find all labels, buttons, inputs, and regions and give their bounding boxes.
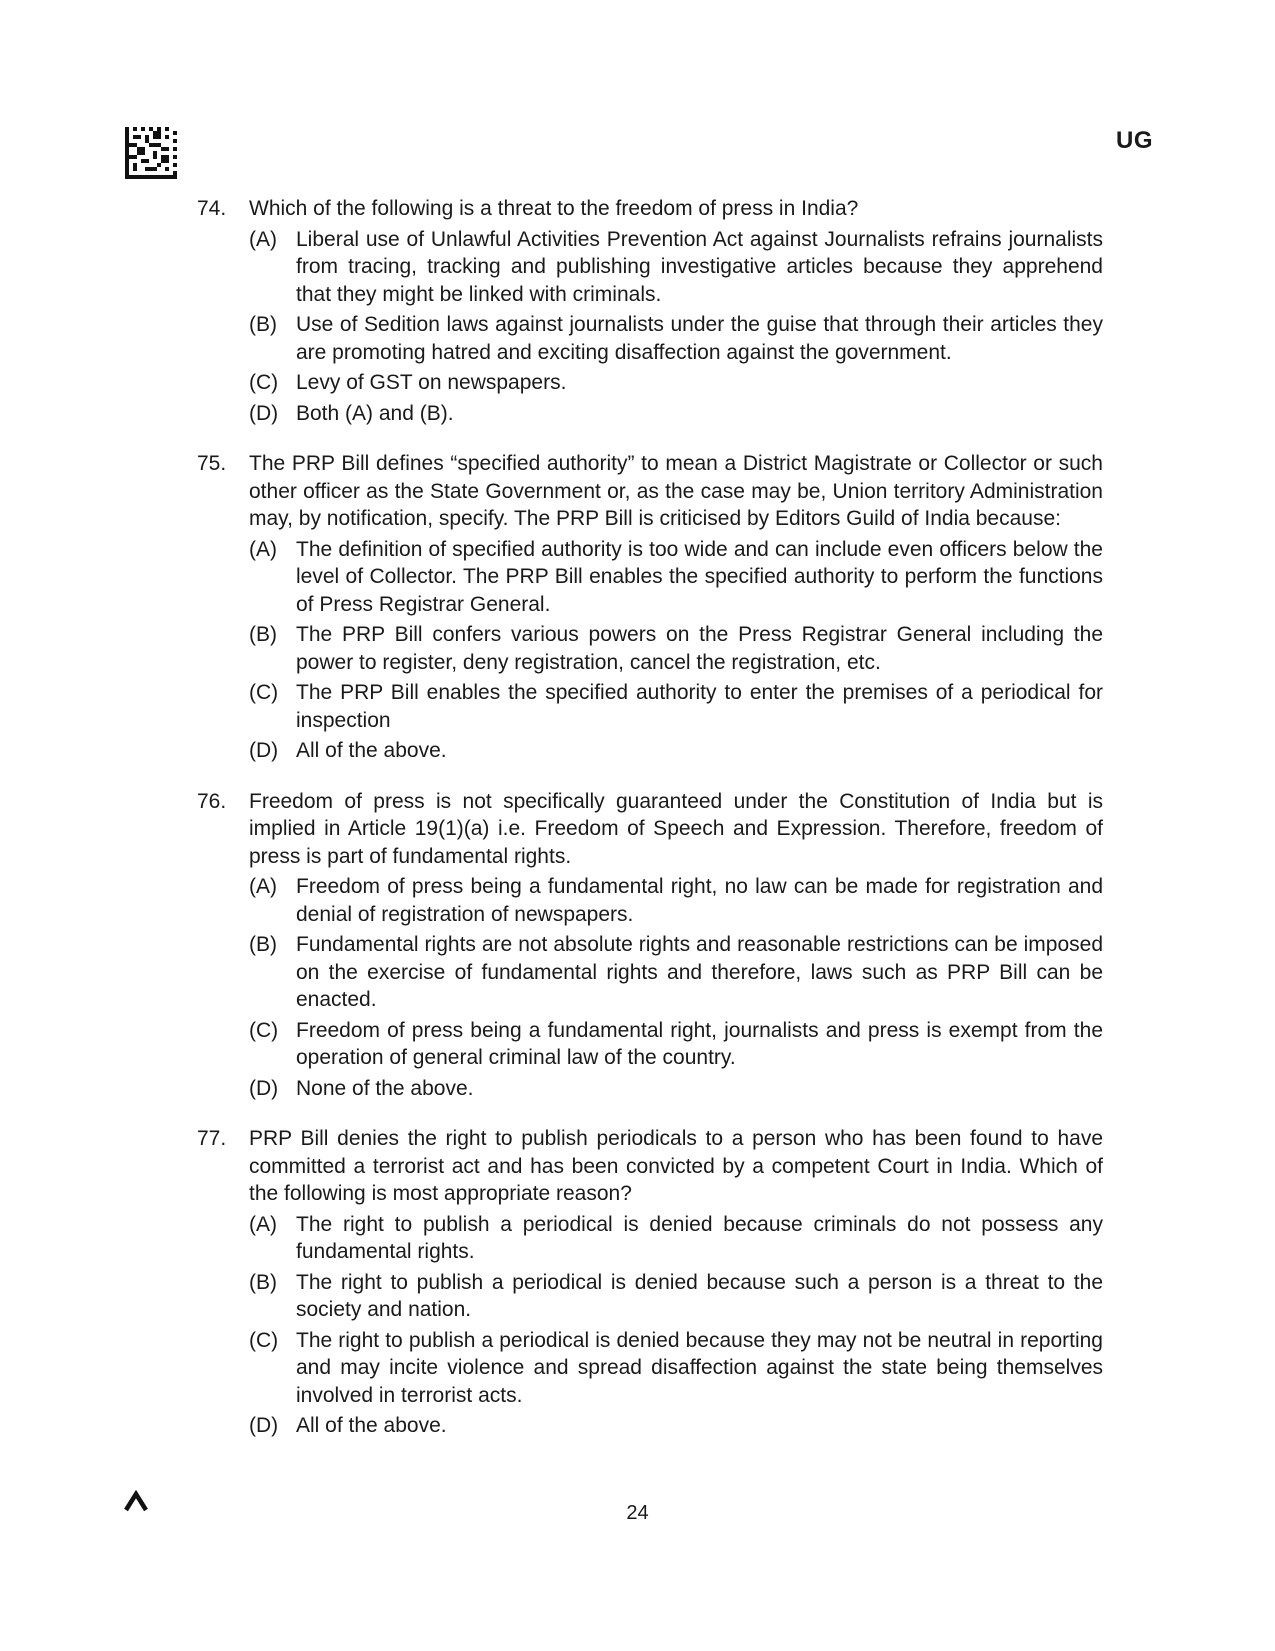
option-d: [249, 1412, 1103, 1440]
options-list: [249, 536, 1103, 765]
question-number: 74.: [197, 197, 227, 220]
option-text: Freedom of press being a fundamental right, journalists and press is exempt from the operation of general criminal law of the country.: [296, 1018, 1103, 1069]
option-text: The PRP Bill enables the specified authority to enter the premises of a periodical for inspection: [296, 681, 1103, 732]
option-c: [249, 1017, 1103, 1072]
option-text: Both (A) and (B).: [296, 401, 454, 425]
page-number: 24: [626, 1502, 649, 1524]
option-a: [249, 536, 1103, 619]
option-label: (B): [249, 313, 277, 336]
option-text: Use of Sedition laws against journalists under the guise that through their articles they are promoting hatred and exciting disaffection against the government.: [296, 313, 1103, 364]
question-text: Which of the following is a threat to the freedom of press in India?: [249, 197, 859, 220]
question-76: [197, 788, 1103, 1103]
option-text: The right to publish a periodical is denied because such a person is a threat to the society and nation.: [296, 1270, 1103, 1321]
option-text: The right to publish a periodical is denied because criminals do not possess any fundamental rights.: [296, 1212, 1103, 1263]
question-number: 75.: [197, 452, 227, 475]
option-a: [249, 873, 1103, 928]
option-d: [249, 1075, 1103, 1103]
option-text: All of the above.: [296, 739, 447, 762]
option-label: (D): [249, 1076, 279, 1100]
question-75: [197, 450, 1103, 765]
option-text: The definition of specified authority is too wide and can include even officers below the level of Collector. The PRP Bill enables the specified authority to perform the functions of Press Registrar General.: [296, 537, 1103, 616]
question-text: Freedom of press is not specifically guaranteed under the Constitution of India but is implied in Article 19(1)(a) i.e. Freedom of Speech and Expression. Therefore, freedom of press is part of fundamental rights.: [249, 789, 1103, 868]
option-a: [249, 1211, 1103, 1266]
option-label: (B): [249, 933, 277, 956]
option-label: (A): [249, 537, 277, 561]
option-text: Liberal use of Unlawful Activities Prevention Act against Journalists refrains journalists from tracing, tracking and publishing investigative articles because they apprehend that they might be linked with criminals.: [296, 227, 1103, 306]
option-text: Levy of GST on newspapers.: [296, 371, 567, 394]
option-text: None of the above.: [296, 1076, 474, 1100]
option-label: (C): [249, 681, 279, 704]
option-label: (B): [249, 1270, 277, 1294]
question-77: [197, 1125, 1103, 1440]
option-label: (C): [249, 1018, 279, 1042]
option-text: All of the above.: [296, 1414, 447, 1437]
paper-code: UG: [1116, 127, 1153, 154]
option-c: [249, 369, 1103, 397]
option-b: [249, 931, 1103, 1014]
option-b: [249, 311, 1103, 366]
option-d: [249, 400, 1103, 428]
option-label: (C): [249, 371, 279, 394]
question-number: 76.: [197, 789, 227, 813]
option-b: [249, 621, 1103, 676]
question-number: 77.: [197, 1127, 227, 1150]
option-label: (A): [249, 875, 277, 898]
question-text: PRP Bill denies the right to publish periodicals to a person who has been found to have committed a terrorist act and has been convicted by a competent Court in India. Which of the following is most appropriate reason?: [249, 1127, 1103, 1205]
option-label: (D): [249, 401, 279, 425]
option-text: The right to publish a periodical is denied because they may not be neutral in reporting and may incite violence and spread disaffection against the state being themselves involved in terrorist acts.: [296, 1328, 1103, 1407]
options-list: [249, 873, 1103, 1102]
options-list: [249, 226, 1103, 428]
question-74: [197, 195, 1103, 427]
option-c: [249, 1327, 1103, 1410]
datamatrix-barcode-icon: [125, 127, 177, 179]
question-text: The PRP Bill defines “specified authority” to mean a District Magistrate or Collector or such other officer as the State Government or, as the case may be, Union territory Administration may, by notification, specify. The PRP Bill is criticised by Editors Guild of India because:: [249, 452, 1103, 530]
option-label: (D): [249, 739, 279, 762]
option-d: [249, 737, 1103, 765]
option-label: (D): [249, 1414, 279, 1437]
option-label: (C): [249, 1328, 279, 1352]
options-list: [249, 1211, 1103, 1440]
option-c: [249, 679, 1103, 734]
option-label: (B): [249, 623, 277, 646]
option-label: (A): [249, 1212, 277, 1236]
option-text: Fundamental rights are not absolute rights and reasonable restrictions can be imposed on the exercise of fundamental rights and therefore, laws such as PRP Bill can be enacted.: [296, 933, 1103, 1011]
questions-list: [197, 195, 1103, 1463]
option-label: (A): [249, 227, 277, 251]
option-text: The PRP Bill confers various powers on the Press Registrar General including the power to register, deny registration, cancel the registration, etc.: [296, 623, 1103, 674]
option-b: [249, 1269, 1103, 1324]
option-a: [249, 226, 1103, 309]
option-text: Freedom of press being a fundamental right, no law can be made for registration and denial of registration of newspapers.: [296, 875, 1103, 926]
